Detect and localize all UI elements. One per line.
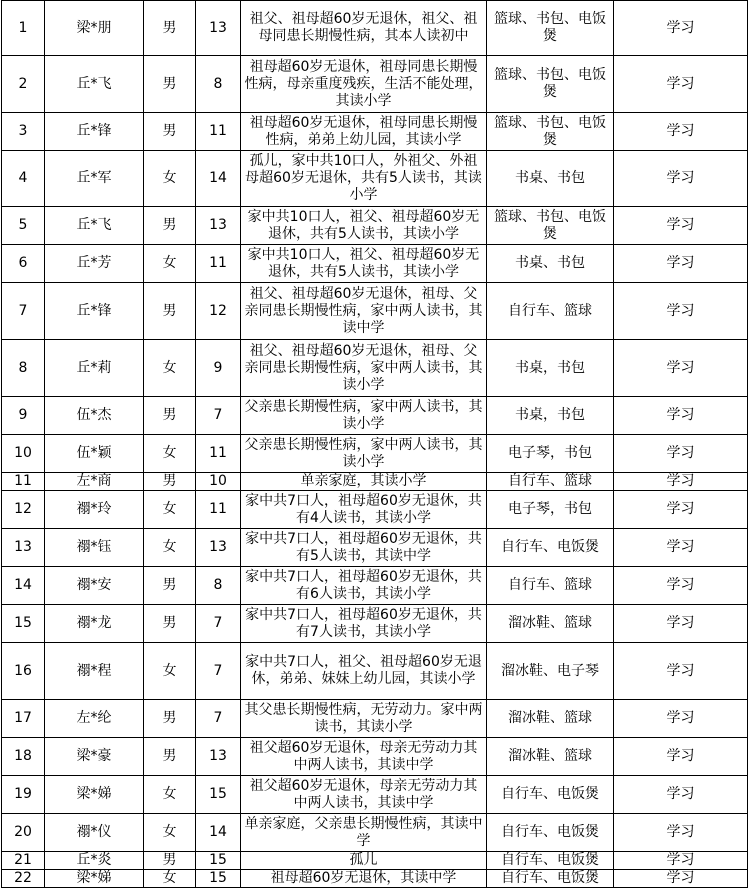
cell-items: 自行车、电饭煲 xyxy=(487,529,614,567)
cell-reason: 父亲患长期慢性病，家中两人读书，其读小学 xyxy=(241,435,487,473)
cell-reason: 家中共7口人，祖母超60岁无退休，共有5人读书，其读中学 xyxy=(241,529,487,567)
table-row xyxy=(2,738,748,776)
cell-index: 11 xyxy=(2,473,45,491)
cell-name: 左*商 xyxy=(45,473,144,491)
cell-reason: 祖父、祖母超60岁无退休，祖母、父亲同患长期慢性病，家中两人读书，其读中学 xyxy=(241,283,487,340)
cell-purpose: 学习 xyxy=(614,207,748,245)
cell-index: 2 xyxy=(2,56,45,113)
cell-name: 丘*莉 xyxy=(45,340,144,397)
table-row xyxy=(2,397,748,435)
cell-sex: 男 xyxy=(144,283,196,340)
cell-items: 篮球、书包、电饭煲 xyxy=(487,207,614,245)
cell-name: 丘*飞 xyxy=(45,56,144,113)
cell-age: 7 xyxy=(196,643,241,700)
cell-age: 8 xyxy=(196,567,241,605)
cell-reason: 孤儿，家中共10口人，外祖父、外祖母超60岁无退休，共有5人读书，其读小学 xyxy=(241,151,487,207)
cell-sex: 女 xyxy=(144,870,196,888)
cell-sex: 男 xyxy=(144,605,196,643)
cell-sex: 女 xyxy=(144,529,196,567)
cell-name: 左*纶 xyxy=(45,700,144,738)
table-row xyxy=(2,151,748,207)
table-row xyxy=(2,56,748,113)
table-body xyxy=(2,1,748,888)
table-row xyxy=(2,814,748,852)
cell-age: 10 xyxy=(196,473,241,491)
cell-reason: 家中共7口人，祖父、祖母超60岁无退休，弟弟、妹妹上幼儿园，其读小学 xyxy=(241,643,487,700)
cell-age: 7 xyxy=(196,605,241,643)
table-row xyxy=(2,491,748,529)
cell-purpose: 学习 xyxy=(614,776,748,814)
cell-purpose: 学习 xyxy=(614,151,748,207)
cell-items: 篮球、书包、电饭煲 xyxy=(487,113,614,151)
cell-sex: 男 xyxy=(144,567,196,605)
cell-index: 8 xyxy=(2,340,45,397)
cell-index: 17 xyxy=(2,700,45,738)
cell-index: 6 xyxy=(2,245,45,283)
cell-sex: 女 xyxy=(144,245,196,283)
cell-age: 13 xyxy=(196,529,241,567)
cell-purpose: 学习 xyxy=(614,605,748,643)
table-row xyxy=(2,852,748,870)
cell-reason: 家中共7口人，祖母超60岁无退休，共有4人读书，其读小学 xyxy=(241,491,487,529)
cell-age: 13 xyxy=(196,1,241,56)
cell-sex: 女 xyxy=(144,340,196,397)
cell-items: 自行车、篮球 xyxy=(487,567,614,605)
cell-age: 8 xyxy=(196,56,241,113)
cell-items: 电子琴，书包 xyxy=(487,435,614,473)
cell-purpose: 学习 xyxy=(614,529,748,567)
cell-age: 14 xyxy=(196,814,241,852)
cell-index: 16 xyxy=(2,643,45,700)
cell-age: 15 xyxy=(196,852,241,870)
student-aid-table xyxy=(1,0,748,888)
table-row xyxy=(2,113,748,151)
cell-sex: 男 xyxy=(144,852,196,870)
cell-sex: 男 xyxy=(144,738,196,776)
cell-name: 丘*炎 xyxy=(45,852,144,870)
cell-reason: 祖父超60岁无退休，母亲无劳动力其中两人读书，其读中学 xyxy=(241,738,487,776)
cell-items: 自行车、电饭煲 xyxy=(487,870,614,888)
cell-index: 10 xyxy=(2,435,45,473)
table-row xyxy=(2,340,748,397)
cell-index: 22 xyxy=(2,870,45,888)
cell-items: 书桌、书包 xyxy=(487,151,614,207)
cell-items: 自行车、电饭煲 xyxy=(487,814,614,852)
cell-index: 4 xyxy=(2,151,45,207)
cell-age: 12 xyxy=(196,283,241,340)
cell-purpose: 学习 xyxy=(614,852,748,870)
cell-reason: 家中共10口人，祖父、祖母超60岁无退休，共有5人读书，其读小学 xyxy=(241,245,487,283)
cell-age: 15 xyxy=(196,776,241,814)
cell-items: 溜冰鞋、篮球 xyxy=(487,605,614,643)
cell-reason: 单亲家庭，其读小学 xyxy=(241,473,487,491)
cell-sex: 男 xyxy=(144,56,196,113)
cell-index: 9 xyxy=(2,397,45,435)
cell-name: 禤*玲 xyxy=(45,491,144,529)
cell-purpose: 学习 xyxy=(614,870,748,888)
cell-purpose: 学习 xyxy=(614,435,748,473)
cell-reason: 祖母超60岁无退休，祖母同患长期慢性病，弟弟上幼儿园，其读小学 xyxy=(241,113,487,151)
cell-index: 21 xyxy=(2,852,45,870)
cell-index: 20 xyxy=(2,814,45,852)
cell-name: 禤*钰 xyxy=(45,529,144,567)
table-row xyxy=(2,245,748,283)
cell-name: 伍*颖 xyxy=(45,435,144,473)
cell-purpose: 学习 xyxy=(614,397,748,435)
cell-items: 篮球、书包、电饭煲 xyxy=(487,56,614,113)
cell-purpose: 学习 xyxy=(614,491,748,529)
cell-items: 电子琴，书包 xyxy=(487,491,614,529)
cell-sex: 男 xyxy=(144,397,196,435)
cell-sex: 女 xyxy=(144,435,196,473)
cell-age: 15 xyxy=(196,870,241,888)
cell-sex: 女 xyxy=(144,776,196,814)
cell-reason: 单亲家庭，父亲患长期慢性病，其读中学 xyxy=(241,814,487,852)
cell-index: 18 xyxy=(2,738,45,776)
cell-items: 自行车、电饭煲 xyxy=(487,776,614,814)
cell-name: 伍*杰 xyxy=(45,397,144,435)
cell-reason: 其父患长期慢性病，无劳动力。家中两读书，其读小学 xyxy=(241,700,487,738)
cell-name: 梁*朋 xyxy=(45,1,144,56)
cell-purpose: 学习 xyxy=(614,1,748,56)
cell-index: 5 xyxy=(2,207,45,245)
cell-sex: 女 xyxy=(144,491,196,529)
cell-items: 篮球、书包、电饭煲 xyxy=(487,1,614,56)
cell-purpose: 学习 xyxy=(614,738,748,776)
cell-items: 自行车、篮球 xyxy=(487,473,614,491)
cell-index: 12 xyxy=(2,491,45,529)
cell-items: 溜冰鞋、篮球 xyxy=(487,700,614,738)
cell-age: 11 xyxy=(196,113,241,151)
cell-reason: 祖父超60岁无退休，母亲无劳动力其中两人读书，其读中学 xyxy=(241,776,487,814)
cell-items: 溜冰鞋、篮球 xyxy=(487,738,614,776)
cell-age: 13 xyxy=(196,207,241,245)
cell-age: 11 xyxy=(196,245,241,283)
cell-purpose: 学习 xyxy=(614,113,748,151)
cell-reason: 祖母超60岁无退休，其读中学 xyxy=(241,870,487,888)
cell-purpose: 学习 xyxy=(614,340,748,397)
cell-purpose: 学习 xyxy=(614,473,748,491)
table-row xyxy=(2,567,748,605)
cell-name: 梁*娣 xyxy=(45,776,144,814)
cell-items: 自行车、篮球 xyxy=(487,283,614,340)
cell-name: 梁*娣 xyxy=(45,870,144,888)
cell-index: 15 xyxy=(2,605,45,643)
cell-index: 19 xyxy=(2,776,45,814)
cell-name: 丘*锋 xyxy=(45,283,144,340)
cell-age: 7 xyxy=(196,397,241,435)
cell-name: 丘*飞 xyxy=(45,207,144,245)
cell-sex: 女 xyxy=(144,643,196,700)
table-row xyxy=(2,283,748,340)
cell-name: 禤*安 xyxy=(45,567,144,605)
cell-name: 丘*军 xyxy=(45,151,144,207)
cell-index: 1 xyxy=(2,1,45,56)
cell-sex: 男 xyxy=(144,1,196,56)
cell-name: 梁*豪 xyxy=(45,738,144,776)
cell-index: 7 xyxy=(2,283,45,340)
table-row xyxy=(2,870,748,888)
cell-reason: 孤儿 xyxy=(241,852,487,870)
table-row xyxy=(2,473,748,491)
cell-index: 14 xyxy=(2,567,45,605)
cell-purpose: 学习 xyxy=(614,56,748,113)
cell-age: 9 xyxy=(196,340,241,397)
cell-age: 11 xyxy=(196,491,241,529)
table-row xyxy=(2,605,748,643)
cell-name: 禤*程 xyxy=(45,643,144,700)
cell-purpose: 学习 xyxy=(614,283,748,340)
cell-purpose: 学习 xyxy=(614,245,748,283)
table-row xyxy=(2,643,748,700)
cell-items: 书桌，书包 xyxy=(487,397,614,435)
cell-sex: 男 xyxy=(144,113,196,151)
cell-name: 禤*仪 xyxy=(45,814,144,852)
cell-index: 3 xyxy=(2,113,45,151)
table-row xyxy=(2,1,748,56)
cell-reason: 家中共10口人，祖父、祖母超60岁无退休，共有5人读书，其读小学 xyxy=(241,207,487,245)
cell-age: 14 xyxy=(196,151,241,207)
cell-sex: 男 xyxy=(144,207,196,245)
cell-sex: 女 xyxy=(144,814,196,852)
table-row xyxy=(2,207,748,245)
cell-purpose: 学习 xyxy=(614,814,748,852)
cell-age: 13 xyxy=(196,738,241,776)
cell-reason: 父亲患长期慢性病，家中两人读书，其读小学 xyxy=(241,397,487,435)
cell-reason: 祖母超60岁无退休，祖母同患长期慢性病，母亲重度残疾，生活不能处理，其读小学 xyxy=(241,56,487,113)
table-row xyxy=(2,700,748,738)
cell-items: 书桌，书包 xyxy=(487,340,614,397)
cell-purpose: 学习 xyxy=(614,643,748,700)
cell-sex: 男 xyxy=(144,473,196,491)
table-row xyxy=(2,529,748,567)
cell-purpose: 学习 xyxy=(614,700,748,738)
cell-name: 丘*芳 xyxy=(45,245,144,283)
cell-age: 7 xyxy=(196,700,241,738)
cell-items: 自行车、电饭煲 xyxy=(487,852,614,870)
cell-sex: 女 xyxy=(144,151,196,207)
cell-purpose: 学习 xyxy=(614,567,748,605)
cell-name: 禤*龙 xyxy=(45,605,144,643)
cell-items: 溜冰鞋、电子琴 xyxy=(487,643,614,700)
cell-age: 11 xyxy=(196,435,241,473)
cell-name: 丘*锋 xyxy=(45,113,144,151)
cell-reason: 家中共7口人，祖母超60岁无退休，共有7人读书，其读小学 xyxy=(241,605,487,643)
cell-items: 书桌、书包 xyxy=(487,245,614,283)
table-row xyxy=(2,776,748,814)
cell-reason: 祖父、祖母超60岁无退休，祖父、祖母同患长期慢性病，其本人读初中 xyxy=(241,1,487,56)
cell-sex: 男 xyxy=(144,700,196,738)
cell-reason: 祖父、祖母超60岁无退休，祖母、父亲同患长期慢性病，家中两人读书，其读小学 xyxy=(241,340,487,397)
cell-index: 13 xyxy=(2,529,45,567)
table-row xyxy=(2,435,748,473)
cell-reason: 家中共7口人，祖母超60岁无退休，共有6人读书，其读小学 xyxy=(241,567,487,605)
